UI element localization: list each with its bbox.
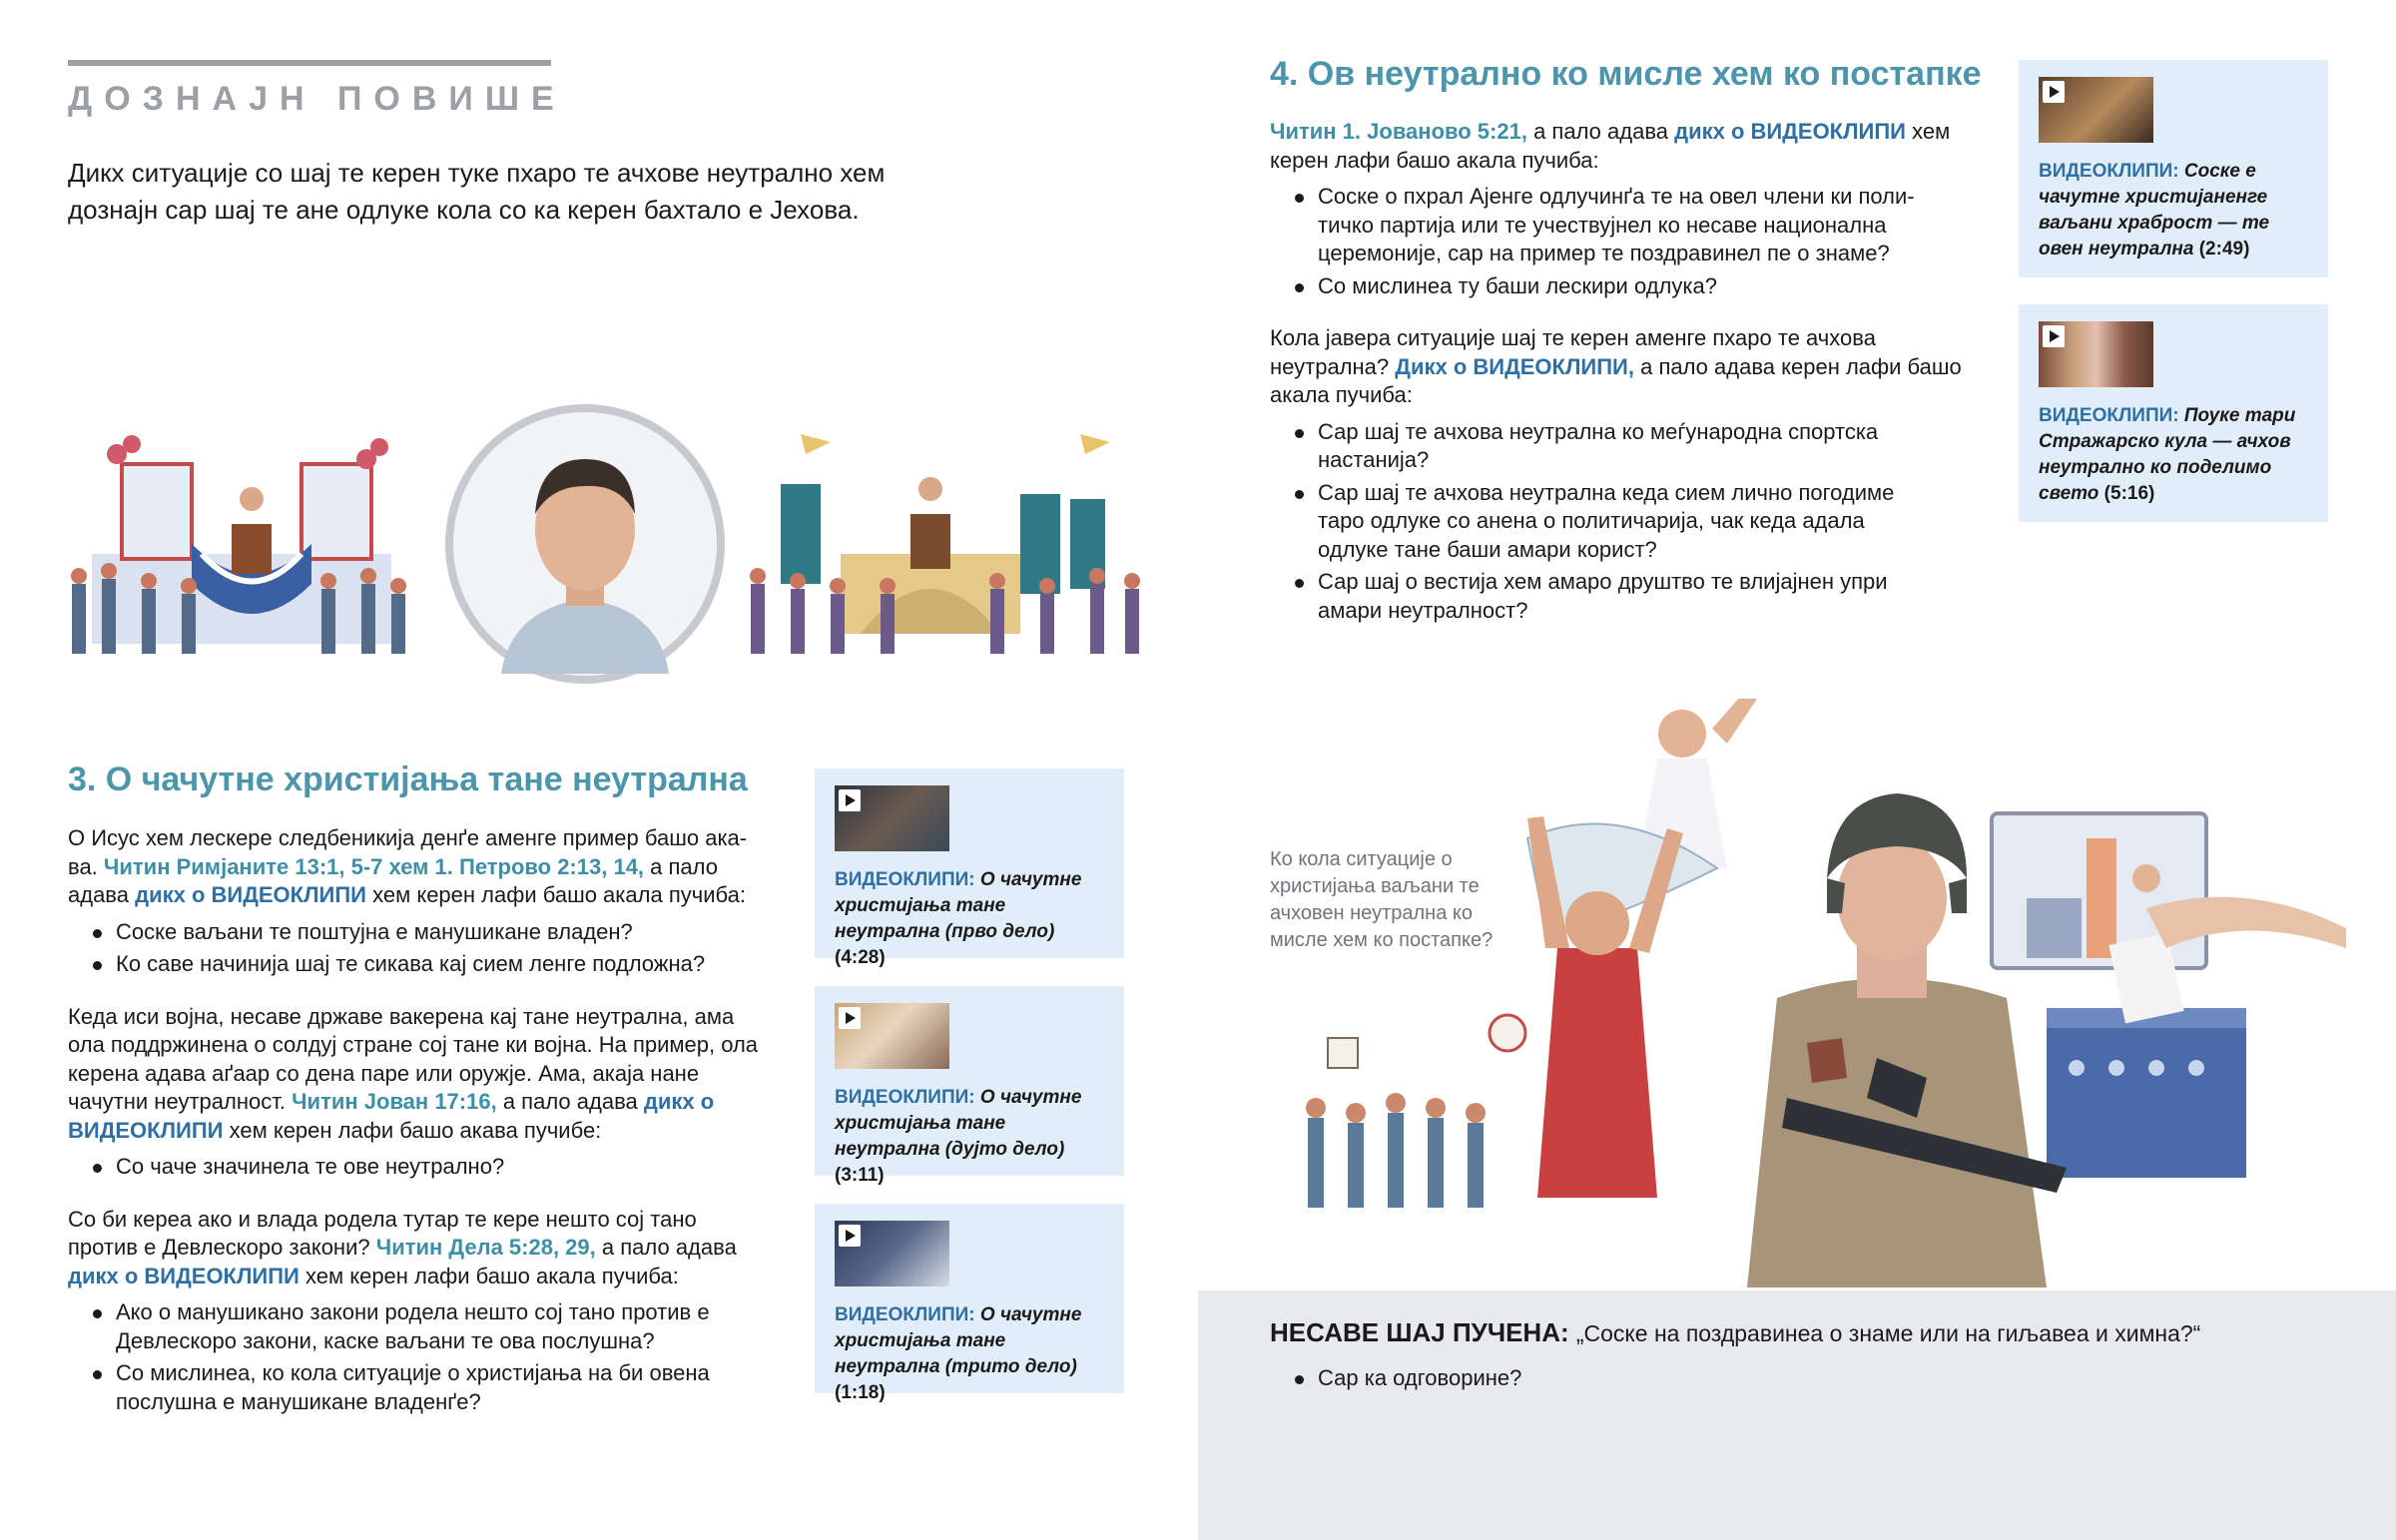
more-intro: Дикх ситуације со шај те керен туке пхаро те ачхове неутрално хем дознајн сар шај те ане одлуке кола со ка керен бахтало е Јехова. <box>68 158 886 225</box>
illustration-caption: Ко кола ситуације о христијања ваљани те ачховен неутрална ко мисле хем ко постапке? <box>1270 848 1494 951</box>
video-thumbnail[interactable] <box>835 1221 949 1286</box>
list-item: Со мислинеа, ко кола ситуације о христијања на би овена послушна е манушикане владенґе? <box>68 1359 747 1416</box>
section4-paragraph-1 <box>1270 118 1969 175</box>
video-card[interactable] <box>2019 60 2328 277</box>
video-card[interactable] <box>815 769 1124 968</box>
video-title: Соске е чачутне христијаненге ваљани храброст — те овен неутрална <box>2039 161 2270 259</box>
text: Кола јавера ситуације шај те керен аменге пхаро те ачхова неутрална? <box>1270 325 1876 379</box>
video-caption <box>835 1085 1104 1189</box>
rally-illustration <box>62 404 1160 684</box>
more-heading: ДОЗНАЈН ПОВИШЕ <box>68 80 566 118</box>
video-label: ВИДЕОКЛИПИ: <box>835 869 975 890</box>
play-icon[interactable] <box>839 789 861 811</box>
text: О Исус хем лескере следбеникија денґе аменге пример башо ака-ва. <box>68 825 748 879</box>
video-label: ВИДЕОКЛИПИ: <box>2039 405 2179 426</box>
text: хем керен лафи башо акава пучибе: <box>229 1117 602 1143</box>
video-title: Поуке тари Стражарско кула — ачхов неутрално ко поделимо свето <box>2039 405 2296 504</box>
text: хем керен лафи башо акала пучиба: <box>372 882 746 907</box>
section3-title: 3. О чачутне христијања тане неутрална <box>68 761 748 798</box>
section3-paragraph-2 <box>68 1003 767 1146</box>
text: а пало адава <box>502 1089 638 1114</box>
video-duration: (5:16) <box>2103 483 2155 504</box>
list-item: Сар шај те ачхова неутрална ко меѓународна спортска настанија? <box>1270 418 1919 475</box>
text: Со би кереа ако и влада родела тутар те кере нешто сој тано против е Девлескоро закони? <box>68 1206 697 1260</box>
play-icon[interactable] <box>839 1225 861 1247</box>
video-thumbnail[interactable] <box>2039 321 2153 387</box>
list-item: Со мислинеа ту баши лескири одлука? <box>1270 272 1959 301</box>
section4-paragraph-2 <box>1270 324 1969 410</box>
play-icon[interactable] <box>2043 325 2065 347</box>
section3-questions-3 <box>68 1298 747 1416</box>
section4-questions-2 <box>1270 418 1919 626</box>
text: а пало адава керен лафи башо акала пучиба: <box>1270 353 1962 407</box>
text: хем керен лафи башо акала пучиба: <box>1270 119 1951 173</box>
some-ask-label: НЕСАВЕ ШАЈ ПУЧЕНА: <box>1270 1317 1569 1347</box>
video-label: ВИДЕОКЛИПИ: <box>2039 161 2179 182</box>
section4-questions-1 <box>1270 183 1959 300</box>
some-ask-question: „Соске на поздравинеа о знаме или на гиљавеа и химна?“ <box>1575 1320 2201 1346</box>
text: хем керен лафи башо акала пучиба: <box>304 1263 679 1288</box>
video-label: ВИДЕОКЛИПИ: <box>835 1304 975 1325</box>
video-caption <box>2039 159 2308 262</box>
list-item: Ко саве начинија шај те сикава кај сием ленге подложна? <box>68 950 767 979</box>
video-caption <box>835 867 1104 971</box>
list-item: Ако о манушикано закони родела нешто сој тано против е Девлескоро закони, каске ваљани те ова послушна? <box>68 1298 747 1355</box>
video-card[interactable] <box>815 1204 1124 1403</box>
section3-questions-1 <box>68 918 767 979</box>
video-thumbnail[interactable] <box>835 1003 949 1069</box>
list-item: Соске о пхрал Ајенге одлучинґа те на овел члени ки поли-тичко партија или те учествујнел ко несаве национална церемоније, сар на пример те поздравинел пе о знаме? <box>1270 183 1959 268</box>
scripture-link[interactable]: Читин Јован 17:16, <box>292 1089 497 1114</box>
video-duration: (1:18) <box>835 1382 886 1403</box>
list-item: Соске ваљани те поштујна е манушикане владен? <box>68 918 767 947</box>
video-card[interactable] <box>815 986 1124 1186</box>
list-item: Сар шај те ачхова неутрална кеда сием лично погодиме таро одлуке со анена о политичарија, чак кеда адала одлуке тане баши амари корист? <box>1270 479 1919 565</box>
neutrality-illustration <box>1288 699 2396 1287</box>
more-heading-rule <box>68 60 551 66</box>
video-duration: (4:28) <box>835 947 886 968</box>
list-item: Со чаче значинела те ове неутрално? <box>68 1153 767 1182</box>
video-link[interactable]: Дикх о ВИДЕОКЛИПИ, <box>1395 353 1634 379</box>
video-link[interactable]: дикх о ВИДЕОКЛИПИ <box>1674 119 1906 144</box>
video-link[interactable]: дикх о ВИДЕОКЛИПИ <box>135 882 366 907</box>
video-duration: (3:11) <box>835 1165 885 1186</box>
section3-paragraph-1 <box>68 824 767 910</box>
video-title: О чачутне христијања тане неутрална (трито дело) <box>835 1304 1082 1377</box>
video-caption <box>835 1302 1104 1406</box>
text: а пало адава <box>601 1235 737 1260</box>
section4-title: 4. Ов неутрално ко мисле хем ко постапке <box>1270 55 1982 93</box>
scripture-link[interactable]: Читин Дела 5:28, 29, <box>375 1235 596 1260</box>
video-label: ВИДЕОКЛИПИ: <box>835 1087 975 1108</box>
play-icon[interactable] <box>2043 81 2065 103</box>
list-item: Сар ка одговорине? <box>1270 1364 1521 1393</box>
video-link[interactable]: дикх о ВИДЕОКЛИПИ <box>68 1089 715 1143</box>
list-item: Сар шај о вестија хем амаро друштво те влијајнен упри амари неутралност? <box>1270 568 1919 625</box>
play-icon[interactable] <box>839 1007 861 1029</box>
video-title: О чачутне христијања тане неутрална (прво дело) <box>835 869 1082 942</box>
some-ask-list <box>1270 1364 1521 1397</box>
video-thumbnail[interactable] <box>835 785 949 851</box>
some-ask-panel <box>1198 1290 2396 1540</box>
text: а пало адава <box>68 853 718 907</box>
section3-body <box>68 824 767 1420</box>
section3-paragraph-3 <box>68 1206 767 1291</box>
text: а пало адава <box>1533 119 1668 144</box>
video-link[interactable]: дикх о ВИДЕОКЛИПИ <box>68 1263 300 1288</box>
video-caption <box>2039 403 2308 507</box>
text: Кеда иси војна, несаве државе вакерена кај тане неутрална, ама ола поддржинена о солдуј стране сој тане ки војна. На пример, ола керена адава аґаар со дена паре или оружје. Ама, акаја нане чачутни неутралност. <box>68 1003 759 1114</box>
video-duration: (2:49) <box>2198 239 2250 259</box>
some-ask-line <box>1270 1315 2200 1350</box>
video-card[interactable] <box>2019 304 2328 522</box>
video-thumbnail[interactable] <box>2039 77 2153 143</box>
scripture-link[interactable]: Читин Римјаните 13:1, 5-7 хем 1. Петрово 2:13, 14, <box>103 853 645 879</box>
section3-questions-2 <box>68 1153 767 1182</box>
section4-body <box>1270 118 1969 629</box>
video-title: О чачутне христијања тане неутрална (дујто дело) <box>835 1087 1082 1160</box>
scripture-link[interactable]: Читин 1. Јованово 5:21, <box>1270 119 1527 144</box>
